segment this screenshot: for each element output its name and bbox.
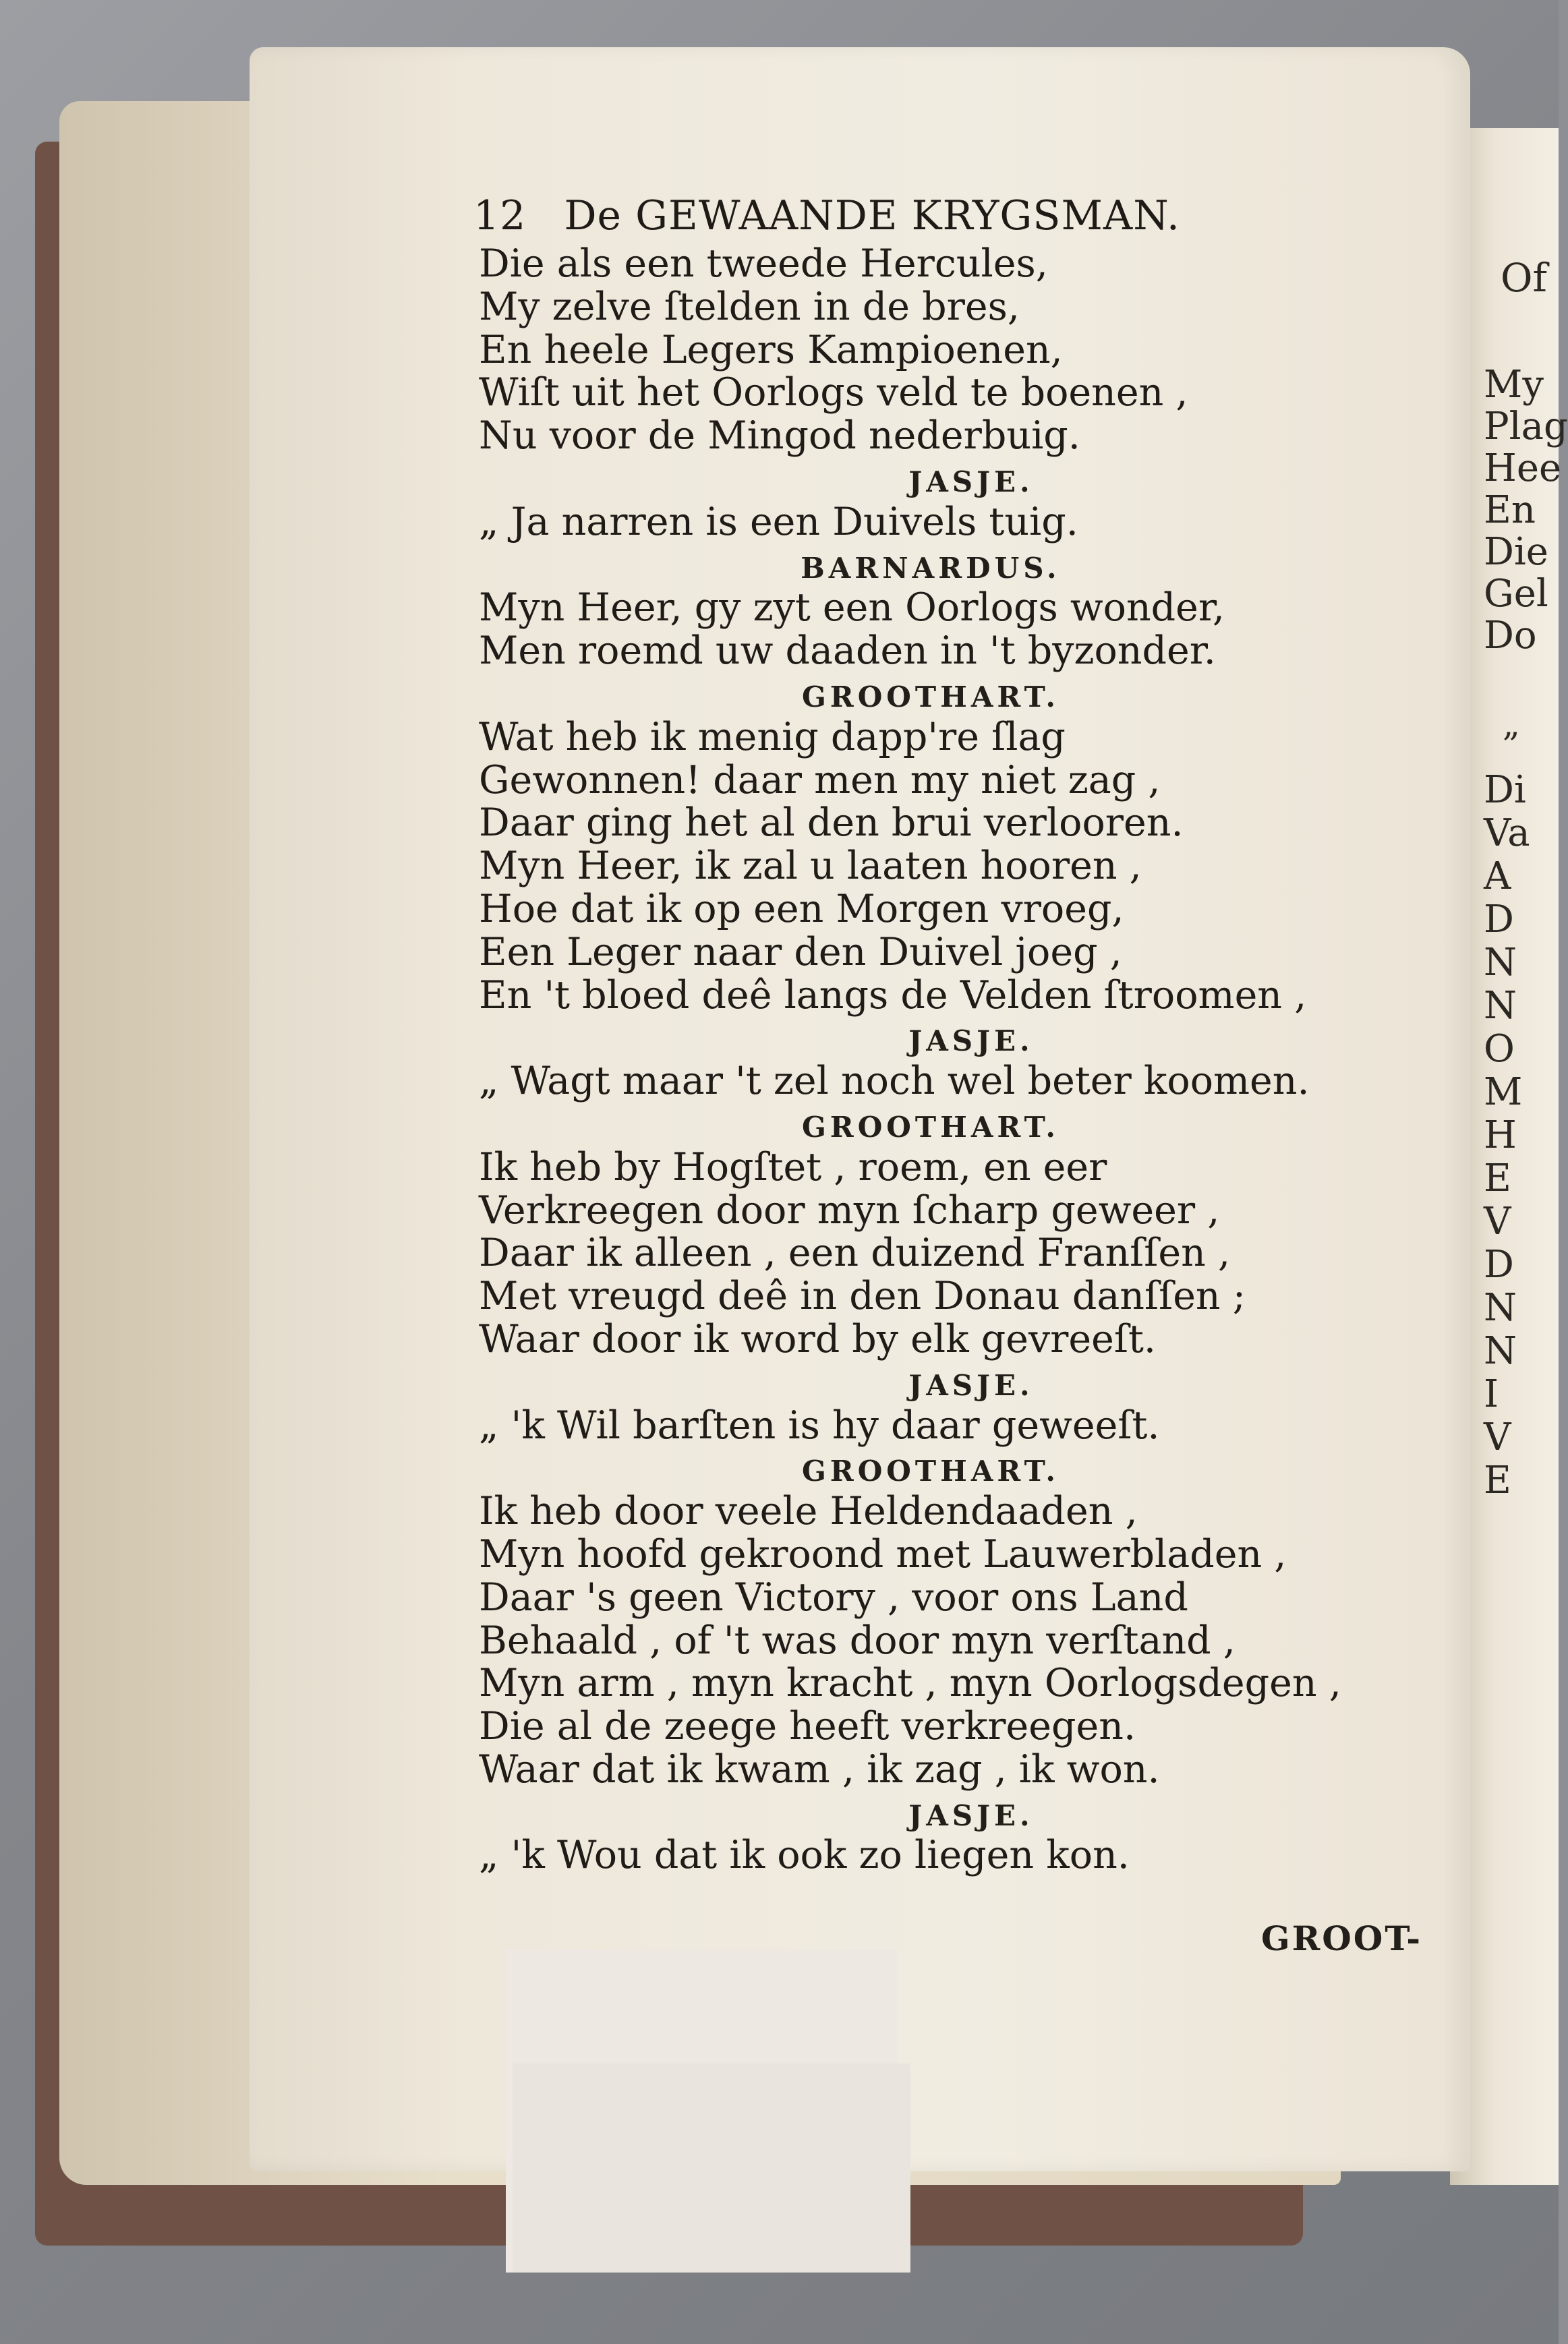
facing-page-top-word: Of (1501, 255, 1548, 301)
verse-line: „ Wagt maar 't zel noch wel beter koomen. (479, 1059, 1310, 1104)
paper-slip-lower (513, 2063, 910, 2273)
verse-line: Myn Heer, gy zyt een Oorlogs wonder, (479, 585, 1225, 631)
facing-page-quote-mark: „ (1503, 705, 1520, 744)
verse-line: Myn Heer, ik zal u laaten hooren , (479, 844, 1142, 889)
verse-line: Verkreegen door myn ſcharp geweer , (479, 1188, 1220, 1233)
speaker-label: GROOTHART. (801, 1455, 1060, 1488)
verse-text (479, 243, 1383, 1877)
facing-page-letters: Di Va A D N N O M H E V D N N I V E (1484, 768, 1530, 1502)
verse-line: En heele Legers Kampioenen, (479, 327, 1063, 372)
verse-line: En 't bloed deê langs de Velden ſtroomen , (479, 972, 1307, 1018)
verse-line: Hoe dat ik op een Morgen vroeg, (479, 886, 1124, 931)
verse-line: Gewonnen! daar men my niet zag , (479, 757, 1161, 802)
verse-line: Daar 's geen Victory , voor ons Land (479, 1575, 1188, 1620)
speaker-label: JASJE. (908, 1798, 1034, 1832)
verse-line: Waar dat ik kwam , ik zag , ik won. (479, 1747, 1160, 1792)
verse-line: Wat heb ik menig dapp're ſlag (479, 714, 1066, 759)
running-header (473, 192, 1180, 246)
verse-line: Waar door ik word by elk gevreeſt. (479, 1316, 1156, 1361)
verse-line: Daar ging het al den brui verlooren. (479, 800, 1184, 846)
running-title: De GEWAANDE KRYGSMAN. (564, 192, 1180, 239)
verse-line: „ 'k Wou dat ik ook zo liegen kon. (479, 1833, 1130, 1878)
page-number: 12 (473, 192, 527, 239)
verse-line: Daar ik alleen , een duizend Franſſen , (479, 1231, 1231, 1276)
speaker-label: BARNARDUS. (801, 551, 1061, 585)
verse-line: Die als een tweede Hercules, (479, 241, 1048, 286)
verse-line: Met vreugd deê in den Donau danſſen ; (479, 1274, 1246, 1319)
speaker-label: GROOTHART. (801, 1110, 1060, 1144)
verse-line: Men roemd uw daaden in 't byzonder. (479, 628, 1216, 674)
verse-line: „ 'k Wil barſten is hy daar geweeſt. (479, 1403, 1160, 1448)
verse-line: Ik heb door veele Heldendaaden , (479, 1489, 1138, 1534)
verse-line: Een Leger naar den Duivel joeg , (479, 929, 1122, 974)
verse-line: Myn arm , myn kracht , myn Oorlogsdegen , (479, 1661, 1341, 1706)
verse-line: Wiſt uit het Oorlogs veld te boenen , (479, 370, 1188, 415)
verse-line: My zelve ſtelden in de bres, (479, 284, 1020, 329)
verse-line: „ Ja narren is een Duivels tuig. (479, 499, 1078, 544)
verse-line: Behaald , of 't was door myn verſtand , (479, 1618, 1236, 1663)
speaker-label: JASJE. (908, 465, 1034, 498)
verse-line: Nu voor de Mingod nederbuig. (479, 413, 1080, 459)
verse-line: Ik heb by Hogſtet , roem, en eer (479, 1144, 1107, 1190)
verse-line: Myn hoofd gekroond met Lauwerbladen , (479, 1531, 1287, 1577)
speaker-label: GROOTHART. (801, 680, 1060, 713)
speaker-label: JASJE. (908, 1024, 1034, 1058)
speaker-label: JASJE. (908, 1368, 1034, 1402)
verse-line: Die al de zeege heeft verkreegen. (479, 1704, 1136, 1749)
facing-page-line-starts: My Plag Hee En Die Gel Do (1484, 363, 1568, 657)
catchword: GROOT- (1261, 1918, 1423, 1958)
